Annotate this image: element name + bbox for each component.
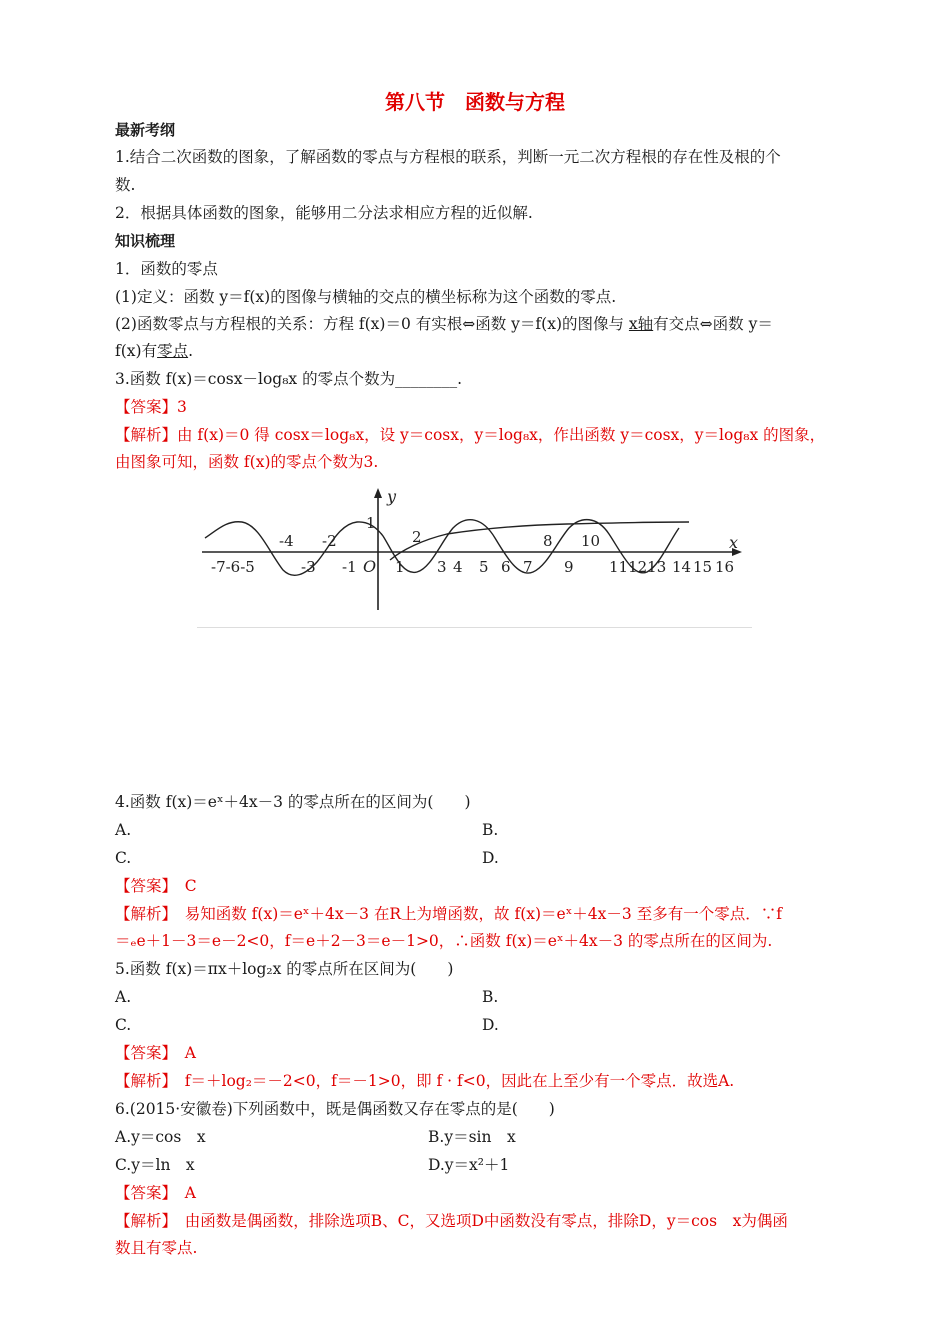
tick-label: 16 — [715, 558, 735, 576]
q5-option-d: D. — [482, 1016, 499, 1034]
q6-option-b: B.y＝sin x — [428, 1128, 516, 1146]
y-axis-arrow — [374, 488, 382, 498]
section-heading-syllabus: 最新考纲 — [115, 121, 176, 139]
knowledge-line-2: (1)定义：函数 y＝f(x)的图像与横轴的交点的横坐标称为这个函数的零点. — [115, 288, 617, 306]
syllabus-line-2: 数. — [115, 176, 136, 194]
knowledge-line-3-a: (2)函数零点与方程根的关系：方程 f(x)＝0 有实根⇔函数 y＝f(x)的图像与 — [115, 315, 629, 333]
knowledge-line-3 — [115, 314, 840, 334]
q6-explanation-2: 数且有零点. — [115, 1239, 198, 1257]
q3-answer: 【答案】3 — [115, 398, 187, 416]
tick-label: -7-6-5 — [211, 558, 255, 576]
tick-label: 10 — [581, 532, 601, 550]
tick-label: 3 — [437, 558, 447, 576]
tick-label: 8 — [543, 532, 553, 550]
q5-answer: 【答案】 A — [115, 1044, 196, 1062]
tick-label: -3 — [301, 558, 316, 576]
tick-label: -4 — [279, 532, 294, 550]
page-title: 第八节 函数与方程 — [385, 90, 565, 114]
zero-point-underlined: 零点 — [157, 342, 189, 360]
tick-label: 6 — [501, 558, 511, 576]
tick-label: 5 — [479, 558, 489, 576]
q5-option-b: B. — [482, 988, 499, 1006]
graph-bottom-border — [197, 627, 752, 628]
q5-option-c: C. — [115, 1016, 132, 1034]
q6-option-a: A.y＝cos x — [115, 1128, 206, 1146]
tick-label: 15 — [693, 558, 713, 576]
tick-label: 7 — [523, 558, 533, 576]
tick-label: -2 — [322, 532, 337, 550]
question-4: 4.函数 f(x)＝eˣ＋4x－3 的零点所在的区间为( ) — [115, 793, 471, 811]
q6-option-d: D.y＝x²＋1 — [428, 1156, 510, 1174]
knowledge-line-3-b: 有交点⇔函数 y＝ — [653, 315, 773, 333]
q6-explanation-1: 【解析】 由函数是偶函数，排除选项B、C，又选项D中函数没有零点，排除D，y＝cos x为偶函 — [115, 1212, 788, 1230]
q4-explanation-2: ＝ₑe＋1－3＝e－2<0，f＝e＋2－3＝e－1>0，∴函数 f(x)＝eˣ＋4x－3 的零点所在的区间为. — [115, 932, 773, 950]
q4-answer: 【答案】 C — [115, 877, 197, 895]
q5-explanation: 【解析】 f＝＋log₂＝－2<0，f＝－1>0，即 f · f<0，因此在上至少有一个零点．故选A. — [115, 1072, 735, 1090]
function-graph — [197, 480, 752, 630]
question-5: 5.函数 f(x)＝πx＋log₂x 的零点所在区间为( ) — [115, 960, 454, 978]
x-axis-underlined: x轴 — [628, 315, 654, 333]
graph-x-label: x — [729, 533, 739, 552]
q4-explanation-1: 【解析】 易知函数 f(x)＝eˣ＋4x－3 在R上为增函数，故 f(x)＝eˣ＋4x－3 至多有一个零点．∵f — [115, 905, 782, 923]
graph-y-label: y — [387, 487, 397, 506]
tick-label: 1 — [366, 514, 376, 532]
syllabus-line-3: 2．根据具体函数的图象，能够用二分法求相应方程的近似解. — [115, 204, 533, 222]
q5-option-a: A. — [115, 988, 132, 1006]
question-3: 3.函数 f(x)＝cosx－log₈x 的零点个数为________. — [115, 370, 463, 388]
knowledge-line-1: 1．函数的零点 — [115, 260, 218, 278]
q3-explanation-2: 由图象可知，函数 f(x)的零点个数为3. — [115, 453, 379, 471]
graph-origin-label: O — [363, 557, 377, 576]
knowledge-line-4 — [115, 341, 840, 361]
tick-label: 2 — [412, 528, 422, 546]
q4-option-b: B. — [482, 821, 499, 839]
tick-label: 1 — [395, 558, 405, 576]
knowledge-line-4-a: f(x)有 — [115, 342, 158, 360]
q3-explanation-1: 【解析】由 f(x)＝0 得 cosx＝log₈x，设 y＝cosx，y＝log₈x，作出函数 y＝cosx，y＝log₈x 的图象， — [115, 426, 826, 444]
tick-label: 9 — [564, 558, 574, 576]
q6-answer: 【答案】 A — [115, 1184, 196, 1202]
q6-option-c: C.y＝ln x — [115, 1156, 195, 1174]
q4-option-a: A. — [115, 821, 132, 839]
knowledge-line-4-b: . — [188, 342, 194, 360]
question-6: 6.(2015·安徽卷)下列函数中，既是偶函数又存在零点的是( ) — [115, 1100, 555, 1118]
tick-label: 4 — [453, 558, 463, 576]
q4-option-d: D. — [482, 849, 499, 867]
syllabus-line-1: 1.结合二次函数的图象，了解函数的零点与方程根的联系，判断一元二次方程根的存在性及根的个 — [115, 148, 781, 166]
tick-label: -1 — [342, 558, 357, 576]
q4-option-c: C. — [115, 849, 132, 867]
tick-label: 111213 — [609, 558, 667, 576]
tick-label: 14 — [672, 558, 692, 576]
section-heading-knowledge: 知识梳理 — [115, 232, 176, 250]
